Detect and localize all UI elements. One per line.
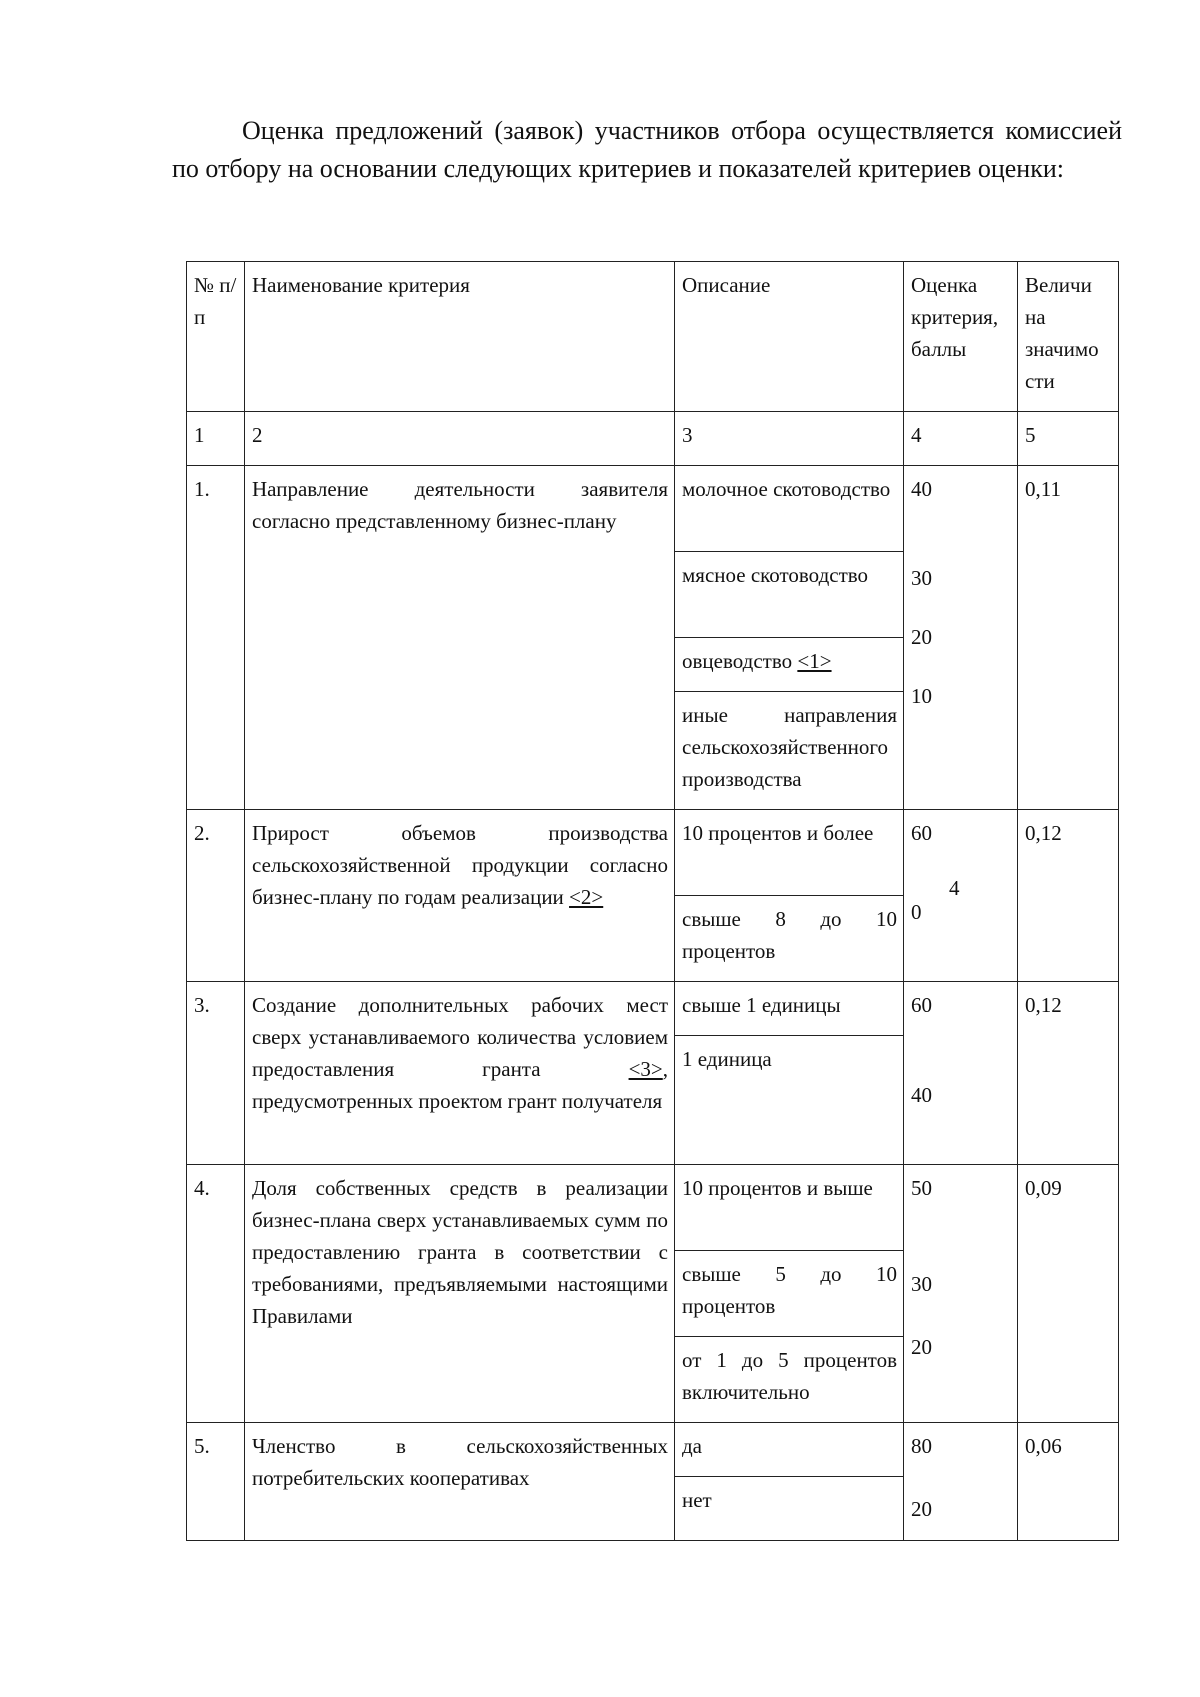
weight-value: 0,09	[1018, 1165, 1119, 1423]
weight-value: 0,12	[1018, 810, 1119, 982]
option-description: 1 единица	[675, 1036, 904, 1165]
score-value: 20	[911, 1335, 932, 1359]
table-row	[187, 1423, 1119, 1477]
option-description: да	[675, 1423, 904, 1477]
table-row	[187, 1165, 1119, 1251]
row-number: 2.	[187, 810, 245, 982]
criterion-name: Прирост объемов производства сельскохозяйственной продукции согласно бизнес-плану по годам реализации <2>	[245, 810, 675, 982]
criterion-name: Создание дополнительных рабочих мест сверх устанавливаемого количества условием предоставления гранта <3>, предусмотренных проектом грант получателя	[245, 982, 675, 1165]
weight-value: 0,12	[1018, 982, 1119, 1165]
intro-paragraph: Оценка предложений (заявок) участников отбора осуществляется комиссией по отбору на основании следующих критериев и показателей критериев оценки:	[172, 116, 1122, 183]
option-description: молочное скотоводство	[675, 466, 904, 552]
row-number: 1.	[187, 466, 245, 810]
footnote-ref[interactable]: <2>	[569, 885, 604, 909]
option-description: 10 процентов и более	[675, 810, 904, 896]
criterion-name: Доля собственных средств в реализации бизнес-плана сверх устанавливаемых сумм по предоставлению гранта в соответствии с требованиями, предъявляемыми настоящими Правилами	[245, 1165, 675, 1423]
option-description: иные направления сельскохозяйственного производства	[675, 692, 904, 810]
score-value: 4	[949, 876, 960, 900]
option-description: мясное скотоводство	[675, 552, 904, 638]
score-value: 20	[911, 1497, 932, 1521]
option-description: свыше 1 единицы	[675, 982, 904, 1036]
option-description: свыше 8 до 10 процентов	[675, 896, 904, 982]
table-row	[187, 982, 1119, 1036]
option-description: свыше 5 до 10 процентов	[675, 1251, 904, 1337]
column-number: 3	[675, 412, 904, 466]
column-number: 2	[245, 412, 675, 466]
score-value: 40	[911, 1083, 932, 1107]
option-description: овцеводство <1>	[675, 638, 904, 692]
table-row	[187, 810, 1119, 896]
score-value: 30	[911, 566, 932, 590]
column-number: 5	[1018, 412, 1119, 466]
header-weight: Величи на значимо сти	[1018, 262, 1119, 412]
score-value: 10	[911, 684, 932, 708]
header-description: Описание	[675, 262, 904, 412]
column-number-row	[187, 412, 1119, 466]
weight-value: 0,11	[1018, 466, 1119, 810]
column-number: 4	[904, 412, 1018, 466]
score-value: 60	[911, 821, 932, 845]
option-description: от 1 до 5 процентов включительно	[675, 1337, 904, 1423]
row-number: 5.	[187, 1423, 245, 1541]
score-cell	[904, 1165, 1018, 1423]
header-name: Наименование критерия	[245, 262, 675, 412]
score-value: 20	[911, 625, 932, 649]
header-num: № п/п	[187, 262, 245, 412]
score-value: 40	[911, 477, 932, 501]
score-value: 0	[911, 900, 922, 924]
score-cell	[904, 982, 1018, 1165]
weight-value: 0,06	[1018, 1423, 1119, 1541]
row-number: 3.	[187, 982, 245, 1165]
row-number: 4.	[187, 1165, 245, 1423]
table-header-row	[187, 262, 1119, 412]
score-value: 80	[911, 1434, 932, 1458]
score-cell	[904, 466, 1018, 810]
score-value: 30	[911, 1272, 932, 1296]
criterion-name: Направление деятельности заявителя согласно представленному бизнес-плану	[245, 466, 675, 810]
score-value: 50	[911, 1176, 932, 1200]
score-cell	[904, 1423, 1018, 1541]
criterion-name: Членство в сельскохозяйственных потребительских кооперативах	[245, 1423, 675, 1541]
option-description: 10 процентов и выше	[675, 1165, 904, 1251]
header-score: Оценка критерия, баллы	[904, 262, 1018, 412]
criteria-table	[186, 261, 1119, 1541]
footnote-ref[interactable]: <1>	[797, 649, 832, 673]
score-value: 60	[911, 993, 932, 1017]
score-cell	[904, 810, 1018, 982]
column-number: 1	[187, 412, 245, 466]
table-row	[187, 466, 1119, 552]
option-description: нет	[675, 1477, 904, 1541]
footnote-ref[interactable]: <3>	[628, 1057, 663, 1081]
